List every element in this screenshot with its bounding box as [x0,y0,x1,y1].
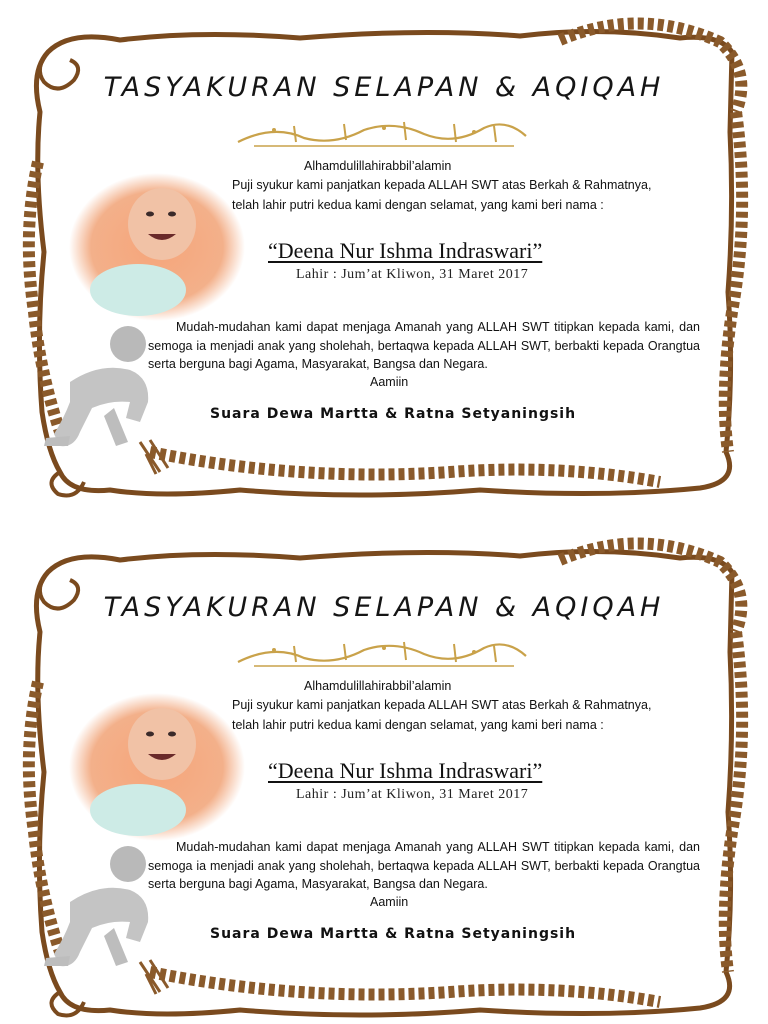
prayer-paragraph [148,318,700,374]
gratitude-line: Puji syukur kami panjatkan kepada ALLAH SWT atas Berkah & Rahmatnya, [232,178,652,192]
invitation-card-1 [0,12,768,504]
bismillah-calligraphy [234,116,530,152]
prayer-paragraph [148,838,700,894]
bismillah-calligraphy [234,636,530,672]
opening-greeting: Alhamdulillahirabbil’alamin [304,159,452,173]
card-title: TASYAKURAN SELAPAN & AQIQAH [103,592,665,623]
amen-text: Aamiin [370,895,409,909]
prayer-text: Mudah-mudahan kami dapat menjaga Amanah yang ALLAH SWT titipkan kepada kami, dan semoga ia menjadi anak yang sholehah, bertaqwa kepada ALLAH SWT, berbakti kepada Orangtua serta berguna bagi Agama, Masyarakat, Bangsa dan Negara. [148,840,700,891]
gratitude-line: Puji syukur kami panjatkan kepada ALLAH SWT atas Berkah & Rahmatnya, [232,698,652,712]
opening-greeting: Alhamdulillahirabbil’alamin [304,679,452,693]
announcement-line: telah lahir putri kedua kami dengan selamat, yang kami beri nama : [232,718,604,732]
amen-text: Aamiin [370,375,409,389]
invitation-card-2 [0,532,768,1024]
baby-photo [68,692,246,842]
parents-names: Suara Dewa Martta & Ratna Setyaningsih [210,406,577,422]
announcement-line: telah lahir putri kedua kami dengan selamat, yang kami beri nama : [232,198,604,212]
prayer-text: Mudah-mudahan kami dapat menjaga Amanah yang ALLAH SWT titipkan kepada kami, dan semoga ia menjadi anak yang sholehah, bertaqwa kepada ALLAH SWT, berbakti kepada Orangtua serta berguna bagi Agama, Masyarakat, Bangsa dan Negara. [148,320,700,371]
card-title: TASYAKURAN SELAPAN & AQIQAH [103,72,665,103]
baby-name: “Deena Nur Ishma Indraswari” [268,238,543,263]
baby-name: “Deena Nur Ishma Indraswari” [268,758,543,783]
parents-names: Suara Dewa Martta & Ratna Setyaningsih [210,926,577,942]
birth-info: Lahir : Jum’at Kliwon, 31 Maret 2017 [296,267,529,282]
birth-info: Lahir : Jum’at Kliwon, 31 Maret 2017 [296,787,529,802]
baby-photo [68,172,246,322]
